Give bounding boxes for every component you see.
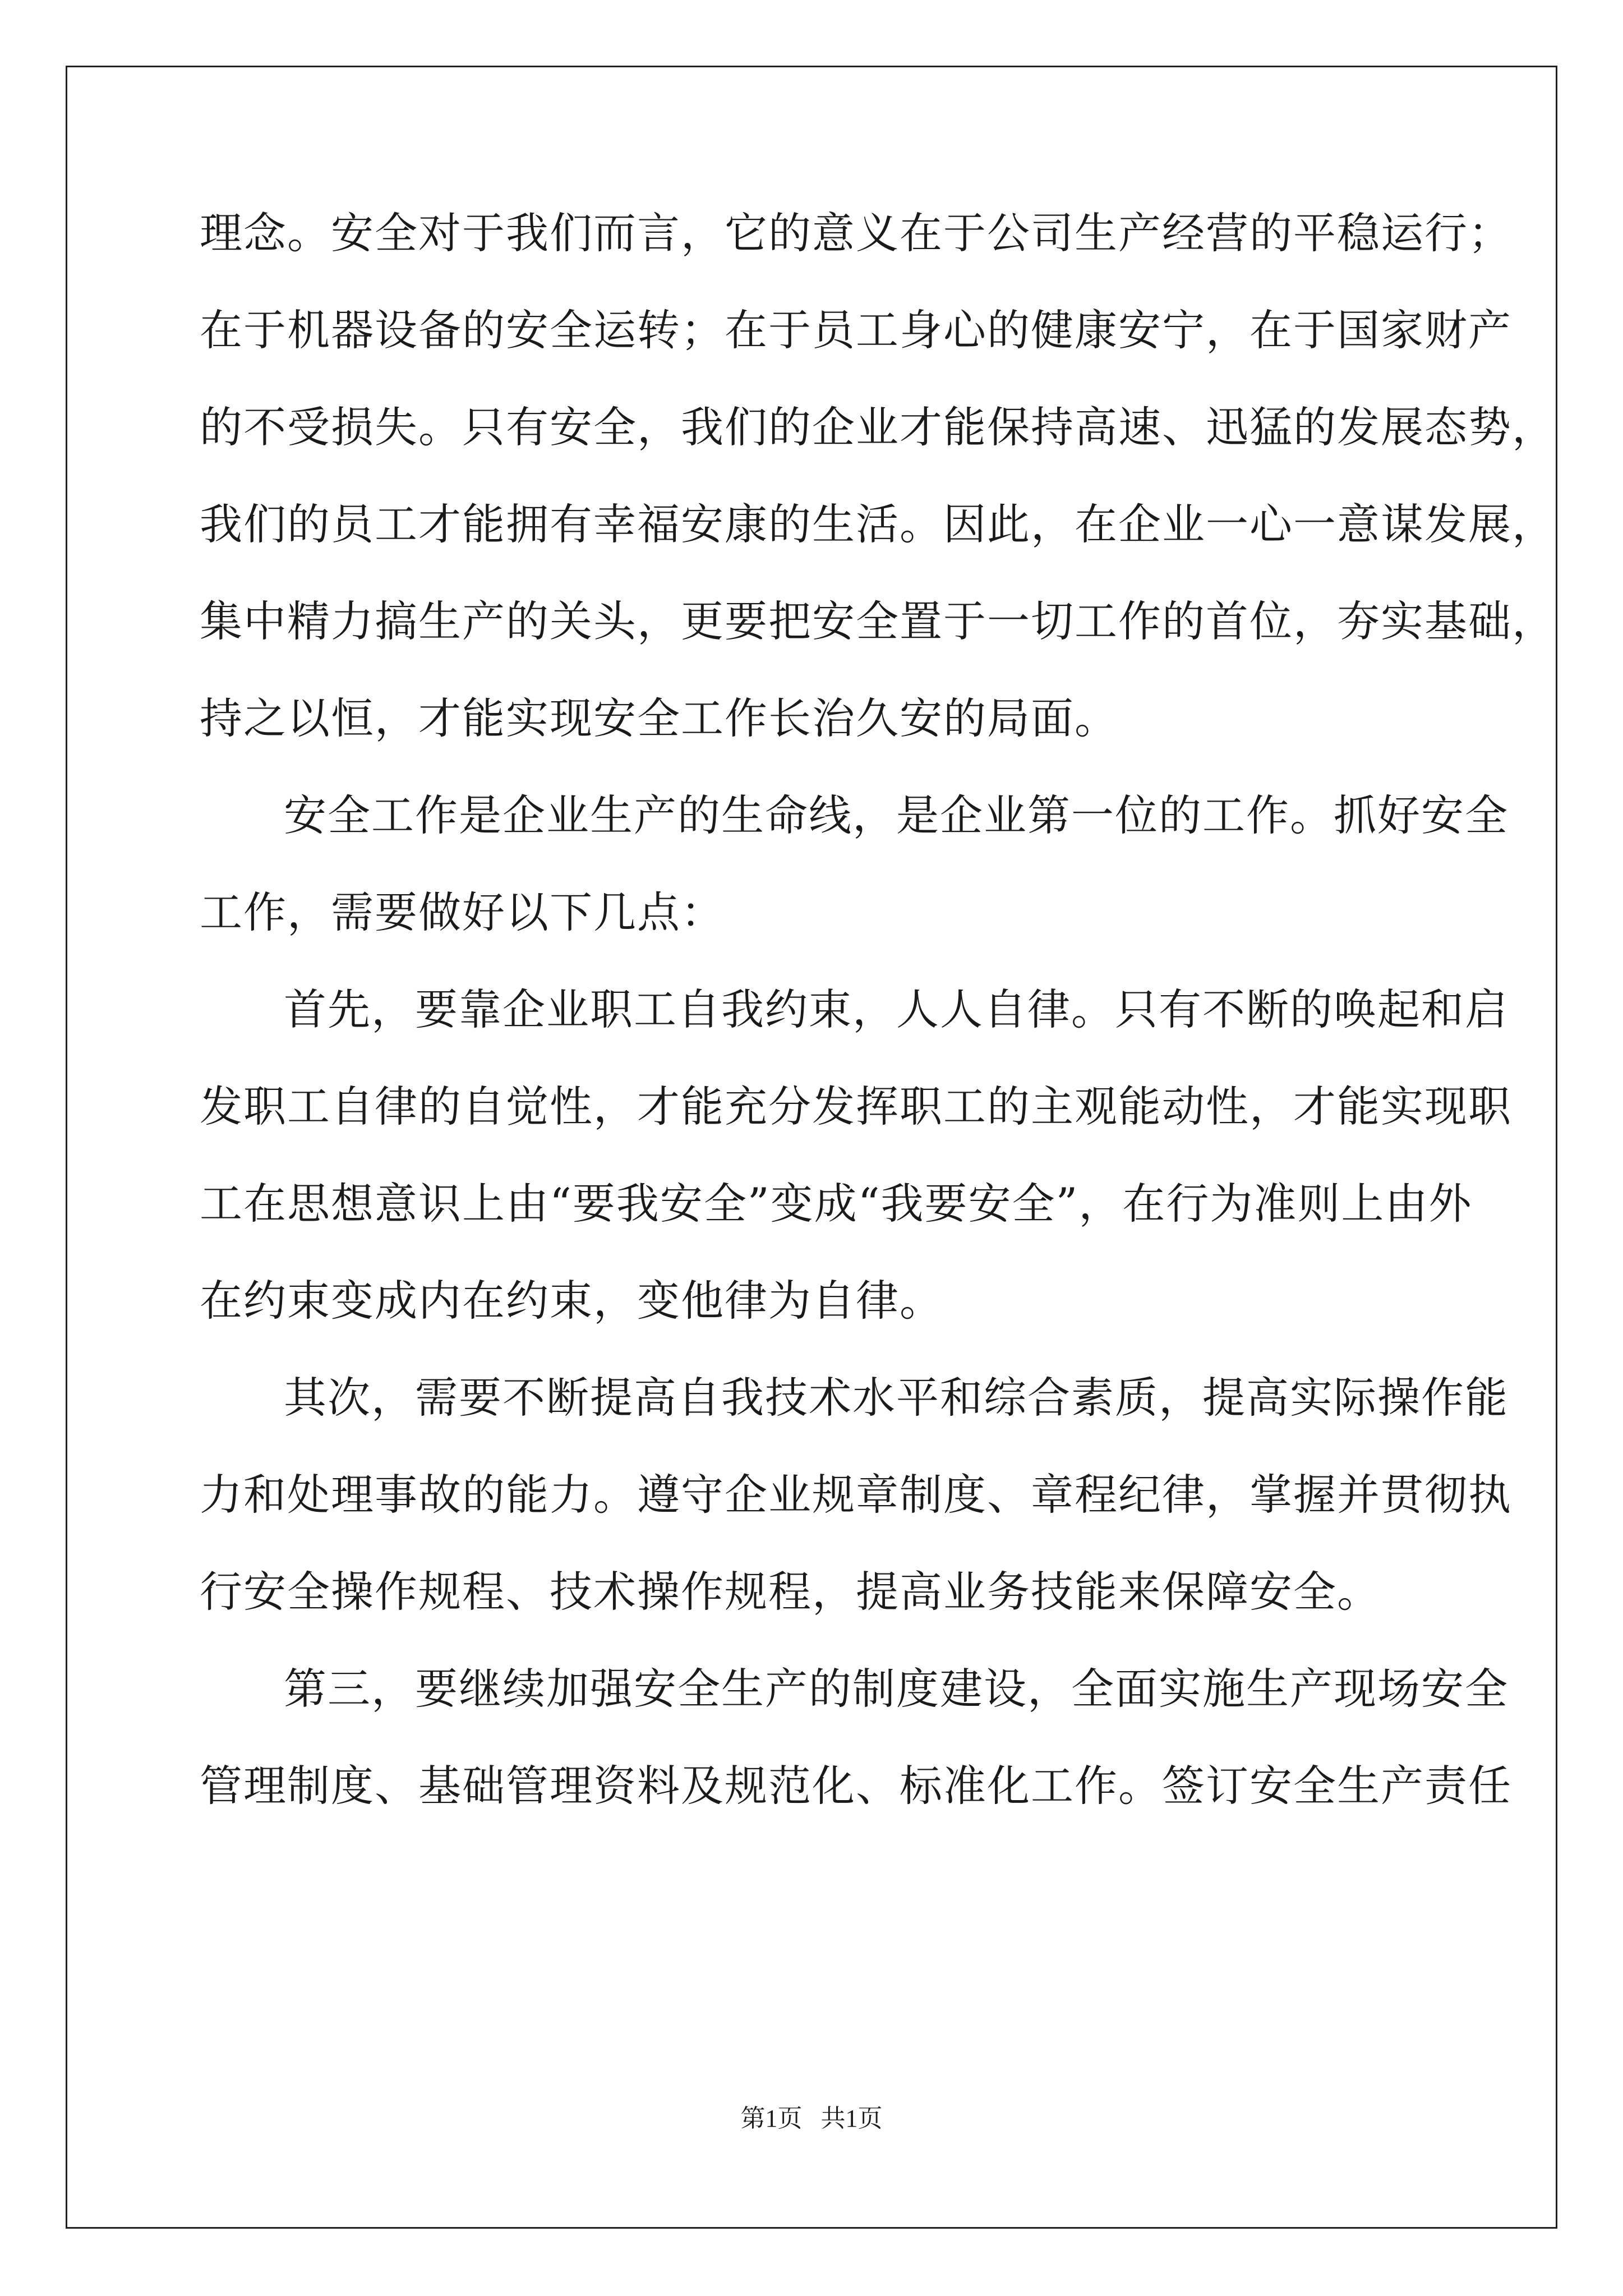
text-line: 行安全操作规程、技术操作规程，提高业务技能来保障安全。 [200, 1567, 1381, 1617]
text-line: 工在思想意识上由“要我安全”变成“我要安全”，在行为准则上由外 [200, 1179, 1473, 1228]
text-line: 我们的员工才能拥有幸福安康的生活。因此，在企业一心一意谋发展， [200, 499, 1556, 549]
document-body [200, 208, 1556, 1862]
page-footer: 第1页 共1页 [740, 2105, 883, 2132]
text-line: 持之以恒，才能实现安全工作长治久安的局面。 [200, 693, 1118, 743]
text-line: 力和处理事故的能力。遵守企业规章制度、章程纪律，掌握并贯彻执 [200, 1470, 1512, 1520]
text-line: 在于机器设备的安全运转；在于员工身心的健康安宁，在于国家财产 [200, 305, 1512, 355]
paragraph-start-line: 安全工作是企业生产的生命线，是企业第一位的工作。抓好安全 [284, 790, 1509, 840]
text-line: 理念。安全对于我们而言，它的意义在于公司生产经营的平稳运行； [200, 208, 1512, 258]
text-line: 的不受损失。只有安全，我们的企业才能保持高速、迅猛的发展态势， [200, 402, 1556, 452]
paragraph-start-line: 其次，需要不断提高自我技术水平和综合素质，提高实际操作能 [284, 1373, 1509, 1423]
text-line: 工作，需要做好以下几点： [200, 887, 725, 937]
text-line: 在约束变成内在约束，变他律为自律。 [200, 1276, 943, 1326]
text-line: 集中精力搞生产的关头，更要把安全置于一切工作的首位，夯实基础， [200, 596, 1556, 646]
paragraph-start-line: 首先，要靠企业职工自我约束，人人自律。只有不断的唤起和启 [284, 984, 1509, 1034]
text-line: 发职工自律的自觉性，才能充分发挥职工的主观能动性，才能实现职 [200, 1082, 1512, 1131]
text-line: 管理制度、基础管理资料及规范化、标准化工作。签订安全生产责任 [200, 1761, 1512, 1811]
paragraph-start-line: 第三，要继续加强安全生产的制度建设，全面实施生产现场安全 [284, 1664, 1509, 1714]
